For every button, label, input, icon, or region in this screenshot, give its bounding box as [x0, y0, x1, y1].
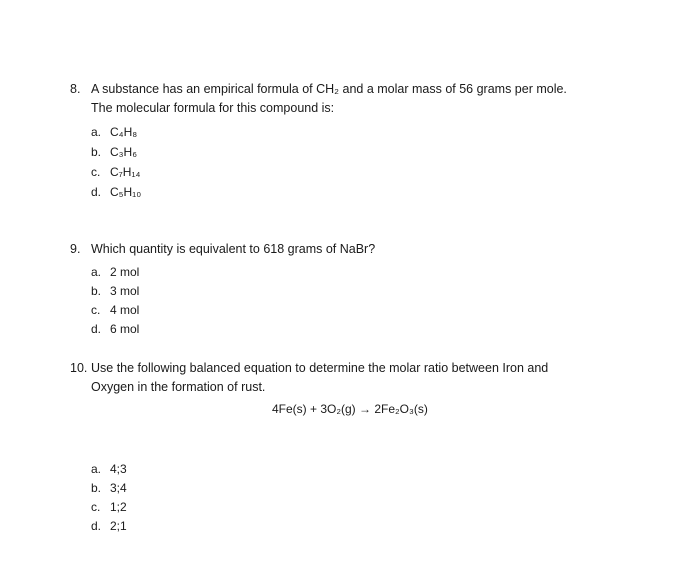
question-text-line-1: Which quantity is equivalent to 618 grams of NaBr?: [91, 242, 376, 256]
option-letter: b.: [91, 284, 102, 298]
question-text-line-1: A substance has an empirical formula of CH₂ and a molar mass of 56 grams per mole.: [91, 82, 567, 96]
question-number: 8.: [70, 82, 81, 96]
option-letter: a.: [91, 462, 102, 476]
option-letter: b.: [91, 481, 102, 495]
option-text[interactable]: 1;2: [110, 500, 127, 514]
option-text[interactable]: 4;3: [110, 462, 127, 476]
option-text[interactable]: C₅H₁₀: [110, 185, 142, 199]
option-letter: c.: [91, 500, 101, 514]
option-letter: b.: [91, 145, 102, 159]
option-letter: a.: [91, 265, 102, 279]
option-text[interactable]: 2;1: [110, 519, 127, 533]
option-text[interactable]: 3 mol: [110, 284, 140, 298]
option-text[interactable]: 6 mol: [110, 322, 140, 336]
question-text-line-2: Oxygen in the formation of rust.: [91, 380, 266, 394]
option-text[interactable]: C₄H₈: [110, 125, 138, 139]
option-letter: d.: [91, 185, 102, 199]
option-text[interactable]: C₃H₆: [110, 145, 138, 159]
question-number: 10.: [70, 361, 88, 375]
option-letter: d.: [91, 519, 102, 533]
option-letter: d.: [91, 322, 102, 336]
option-letter: a.: [91, 125, 102, 139]
option-text[interactable]: 2 mol: [110, 265, 140, 279]
option-text[interactable]: C₇H₁₄: [110, 165, 141, 179]
question-text-line-2: The molecular formula for this compound is:: [91, 101, 335, 115]
option-letter: c.: [91, 165, 101, 179]
chemical-equation: 4Fe(s) + 3O₂(g) → 2Fe₂O₃(s): [272, 402, 428, 416]
option-text[interactable]: 3;4: [110, 481, 127, 495]
option-text[interactable]: 4 mol: [110, 303, 140, 317]
question-text-line-1: Use the following balanced equation to determine the molar ratio between Iron and: [91, 361, 549, 375]
question-number: 9.: [70, 242, 81, 256]
option-letter: c.: [91, 303, 101, 317]
